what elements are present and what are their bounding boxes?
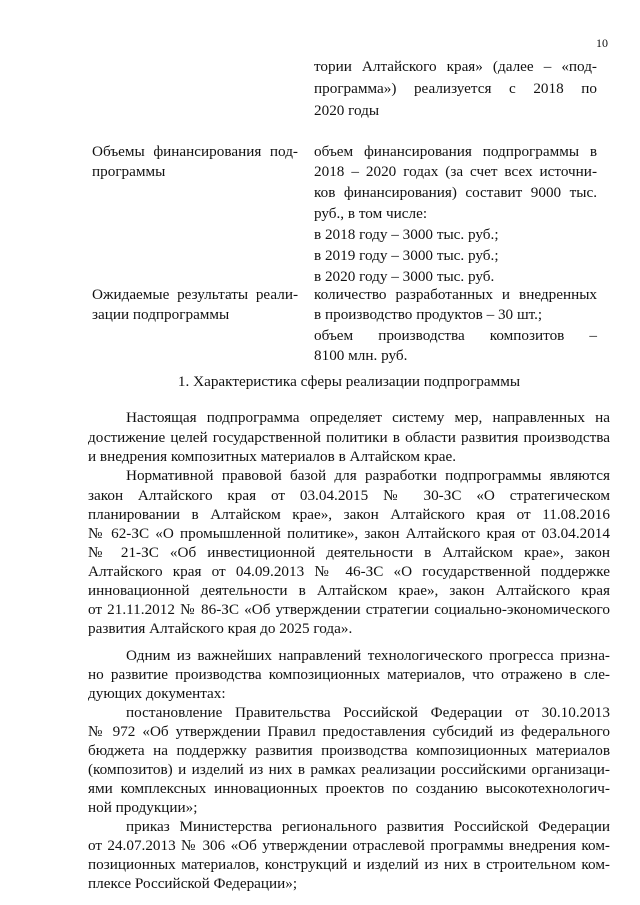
results-value-line: количество разработанных и внедренных — [314, 286, 597, 303]
body-line: № 972 «Об утверждении Правил предоставления субсидий из федерального — [88, 723, 610, 740]
body-line: плексе Российской Федерации»; — [88, 875, 298, 892]
body-line: инновационной деятельности в Алтайском крае», закон Алтайского края — [88, 582, 610, 599]
body-line: позиционных материалов, конструкций и изделий из них в строительном ком- — [88, 856, 610, 873]
page-number: 10 — [596, 36, 608, 50]
table-continuation-line: тории Алтайского края» (далее – «под- — [314, 58, 597, 75]
body-line: от 24.07.2013 № 306 «Об утверждении отраслевой программы внедрения ком- — [88, 837, 610, 854]
body-line: закон Алтайского края от 03.04.2015 № 30-ЗС «О стратегическом — [88, 487, 610, 504]
body-line: № 62-ЗС «О промышленной политике», закон Алтайского края от 03.04.2014 — [88, 525, 610, 542]
body-line: планировании в Алтайском крае», закон Алтайского края от 11.08.2016 — [88, 506, 610, 523]
financing-label-line: Объемы финансирования под- — [92, 143, 298, 160]
body-line: и внедрения композитных материалов в Алтайском крае. — [88, 448, 457, 465]
body-line: от 21.11.2012 № 86-ЗС «Об утверждении стратегии социально-экономического — [88, 601, 610, 618]
body-line: дующих документах: — [88, 685, 226, 702]
body-line: достижение целей государственной политики в области развития производства — [88, 429, 610, 446]
financing-value-line: в 2019 году – 3000 тыс. руб.; — [314, 247, 499, 264]
financing-value-line: ков финансирования) составит 9000 тыс. — [314, 184, 597, 201]
body-line: (композитов) и изделий из них в рамках реализации российскими организаци- — [88, 761, 610, 778]
results-value-line: в производство продуктов – 30 шт.; — [314, 306, 543, 323]
body-line: бюджета на поддержку развития производства композиционных материалов — [88, 742, 610, 759]
results-label-line: Ожидаемые результаты реали- — [92, 286, 298, 303]
financing-value-line: 2018 – 2020 годах (за счет всех источни- — [314, 163, 597, 180]
body-line: Алтайского края от 04.09.2013 № 46-ЗС «О государственной поддержке — [88, 563, 610, 580]
results-label-line: зации подпрограммы — [92, 306, 230, 323]
body-line: развития Алтайского края до 2025 года». — [88, 620, 353, 637]
table-continuation-line: программа») реализуется с 2018 по — [314, 80, 597, 97]
financing-value-line: объем финансирования подпрограммы в — [314, 143, 597, 160]
results-value-line: объем производства композитов – — [314, 327, 597, 344]
body-line: Нормативной правовой базой для разработки подпрограммы являются — [126, 467, 610, 484]
body-line: ной продукции»; — [88, 799, 198, 816]
table-continuation-line: 2020 годы — [314, 102, 380, 119]
financing-value-line: в 2020 году – 3000 тыс. руб. — [314, 268, 495, 285]
body-line: постановление Правительства Российской Федерации от 30.10.2013 — [126, 704, 610, 721]
body-line: № 21-ЗС «Об инвестиционной деятельности в Алтайском крае», закон — [88, 544, 610, 561]
results-value-line: 8100 млн. руб. — [314, 347, 408, 364]
financing-value-line: руб., в том числе: — [314, 205, 428, 222]
body-line: приказ Министерства регионального развития Российской Федерации — [126, 818, 610, 835]
financing-label-line: программы — [92, 163, 166, 180]
body-line: Одним из важнейших направлений технологического прогресса призна- — [126, 647, 610, 664]
financing-value-line: в 2018 году – 3000 тыс. руб.; — [314, 226, 499, 243]
body-line: ями комплексных инновационных проектов по созданию высокотехнологич- — [88, 780, 610, 797]
section-heading: 1. Характеристика сферы реализации подпрограммы — [177, 373, 521, 390]
body-line: Настоящая подпрограмма определяет систему мер, направленных на — [126, 409, 610, 426]
body-line: но развитие производства композиционных материалов, что отражено в сле- — [88, 666, 610, 683]
